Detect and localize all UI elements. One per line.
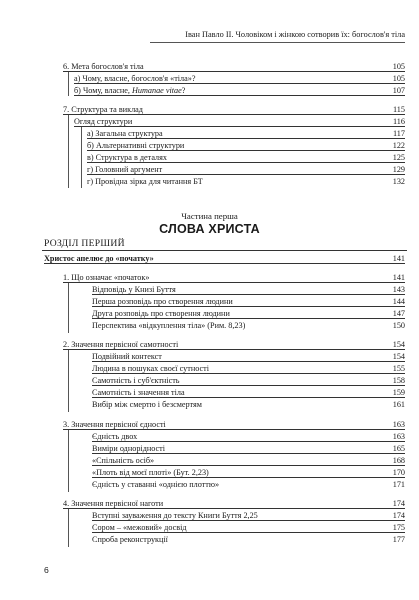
toc-entry xyxy=(87,153,405,163)
toc-entry-title: г) Провідна зірка для читання БТ xyxy=(87,177,203,186)
toc-entry-page: 154 xyxy=(392,340,405,349)
toc-entry xyxy=(92,456,405,466)
toc-entry-page: 168 xyxy=(392,456,405,465)
toc-entry-title: Сором – «межовий» досвід xyxy=(92,523,187,532)
toc-entry xyxy=(92,511,405,521)
toc-entry-title: г) Головний аргумент xyxy=(87,165,163,174)
toc-entry xyxy=(92,376,405,386)
toc-entry xyxy=(92,535,405,545)
toc-entry-page: 165 xyxy=(392,444,405,453)
chapter-rule xyxy=(42,250,407,251)
toc-entry-page: 161 xyxy=(392,400,405,409)
toc-section xyxy=(63,420,405,430)
toc-entry xyxy=(92,285,405,295)
toc-entry-page: 105 xyxy=(392,62,405,71)
toc-entry-page: 177 xyxy=(392,535,405,544)
toc-section xyxy=(63,499,405,509)
toc-entry-title: Єдність двох xyxy=(92,432,138,441)
toc-bracket-line xyxy=(68,283,69,333)
toc-entry xyxy=(87,129,405,139)
running-header: Іван Павло ІІ. Чоловіком і жінкою сотворив їх: богослов'я тіла xyxy=(150,30,405,43)
toc-entry-page: 129 xyxy=(392,165,405,174)
toc-entry-title: Огляд структури xyxy=(74,117,133,126)
toc-entry xyxy=(92,480,405,490)
toc-entry-title: 7. Структура та виклад xyxy=(63,105,143,114)
toc-entry xyxy=(63,62,405,72)
toc-entry-page: 141 xyxy=(392,273,405,282)
chapter-entry xyxy=(44,254,405,264)
part-title: СЛОВА ХРИСТА xyxy=(159,222,260,236)
toc-entry-title: Вибір між смертю і безсмертям xyxy=(92,400,202,409)
toc-entry-title: Виміри однорідності xyxy=(92,444,166,453)
toc-entry-title: Самотність і значення тіла xyxy=(92,388,185,397)
toc-entry xyxy=(74,74,405,84)
toc-bracket-line xyxy=(68,509,69,547)
toc-entry-title: Самотність і суб'єктність xyxy=(92,376,180,385)
toc-entry-title: Перспектива «відкуплення тіла» (Рим. 8,23) xyxy=(92,321,246,330)
toc-entry-title: 6. Мета богослов'я тіла xyxy=(63,62,144,71)
toc-entry xyxy=(92,364,405,374)
toc-entry xyxy=(92,309,405,319)
toc-entry-page: 155 xyxy=(392,364,405,373)
toc-entry xyxy=(92,432,405,442)
toc-entry-page: 174 xyxy=(392,499,405,508)
toc-bracket-line xyxy=(68,115,69,188)
toc-bracket-line xyxy=(81,127,82,188)
toc-entry-page: 115 xyxy=(393,105,405,114)
toc-entry xyxy=(87,165,405,175)
toc-entry-title: в) Структура в деталях xyxy=(87,153,167,162)
toc-entry xyxy=(92,468,405,478)
toc-entry-page: 159 xyxy=(392,388,405,397)
toc-entry-page: 143 xyxy=(392,285,405,294)
toc-entry-page: 163 xyxy=(392,420,405,429)
toc-entry-title: 3. Значення первісної єдності xyxy=(63,420,166,429)
toc-bracket-line xyxy=(68,350,69,412)
toc-entry-page: 171 xyxy=(392,480,405,489)
toc-entry xyxy=(74,86,405,96)
part-label: Частина перша xyxy=(181,211,238,221)
toc-entry xyxy=(63,105,405,115)
toc-section xyxy=(63,340,405,350)
toc-entry-page: 141 xyxy=(392,254,405,263)
toc-entry xyxy=(87,141,405,151)
toc-entry-page: 158 xyxy=(392,376,405,385)
toc-entry-title: б) Чому, власне, Humanae vitae? xyxy=(74,86,186,95)
toc-section xyxy=(63,273,405,283)
toc-entry-title: а) Загальна структура xyxy=(87,129,163,138)
toc-entry-title: «Спільність осіб» xyxy=(92,456,155,465)
toc-entry xyxy=(92,352,405,362)
toc-entry-page: 174 xyxy=(392,511,405,520)
toc-entry-page: 117 xyxy=(393,129,405,138)
toc-entry xyxy=(92,321,405,331)
toc-entry-title: 1. Що означає «початок» xyxy=(63,273,150,282)
toc-entry-page: 132 xyxy=(392,177,405,186)
toc-entry-title: Єдність у ставанні «однією плоттю» xyxy=(92,480,220,489)
chapter-label: РОЗДІЛ ПЕРШИЙ xyxy=(44,238,125,249)
toc-bracket-line xyxy=(68,430,69,492)
page-number: 6 xyxy=(44,565,49,575)
toc-entry-title: б) Альтернативні структури xyxy=(87,141,185,150)
toc-entry-title: Перша розповідь про створення людини xyxy=(92,297,233,306)
toc-entry-page: 116 xyxy=(393,117,405,126)
toc-entry-title: 4. Значення первісної наготи xyxy=(63,499,164,508)
toc-entry xyxy=(87,177,405,187)
toc-entry-page: 163 xyxy=(392,432,405,441)
toc-entry-page: 150 xyxy=(392,321,405,330)
toc-entry-page: 105 xyxy=(392,74,405,83)
toc-entry-page: 154 xyxy=(392,352,405,361)
toc-entry-title: Спроба реконструкції xyxy=(92,535,168,544)
toc-entry xyxy=(92,388,405,398)
toc-entry-page: 170 xyxy=(392,468,405,477)
toc-entry-title: Вступні зауваження до тексту Книги Буття 2,25 xyxy=(92,511,258,520)
toc-entry-title: Відповідь у Книзі Буття xyxy=(92,285,176,294)
toc-entry-page: 175 xyxy=(392,523,405,532)
toc-entry-title: Подвійний контекст xyxy=(92,352,162,361)
toc-entry xyxy=(92,297,405,307)
toc-entry-page: 122 xyxy=(392,141,405,150)
toc-entry xyxy=(74,117,405,127)
toc-entry xyxy=(92,523,405,533)
toc-entry xyxy=(92,400,405,410)
toc-entry-page: 147 xyxy=(392,309,405,318)
toc-entry-title: 2. Значення первісної самотності xyxy=(63,340,179,349)
toc-entry-title: Людина в пошуках своєї сутності xyxy=(92,364,210,373)
toc-entry-title: «Плоть від моєї плоті» (Бут. 2,23) xyxy=(92,468,209,477)
toc-entry-title: Христос апелює до «початку» xyxy=(44,254,154,263)
toc-entry-page: 125 xyxy=(392,153,405,162)
toc-entry-page: 144 xyxy=(392,297,405,306)
toc-entry-title: Друга розповідь про створення людини xyxy=(92,309,230,318)
toc-bracket-line xyxy=(68,72,69,96)
toc-entry-page: 107 xyxy=(392,86,405,95)
toc-entry xyxy=(92,444,405,454)
toc-entry-title: а) Чому, власне, богослов'я «тіла»? xyxy=(74,74,196,83)
